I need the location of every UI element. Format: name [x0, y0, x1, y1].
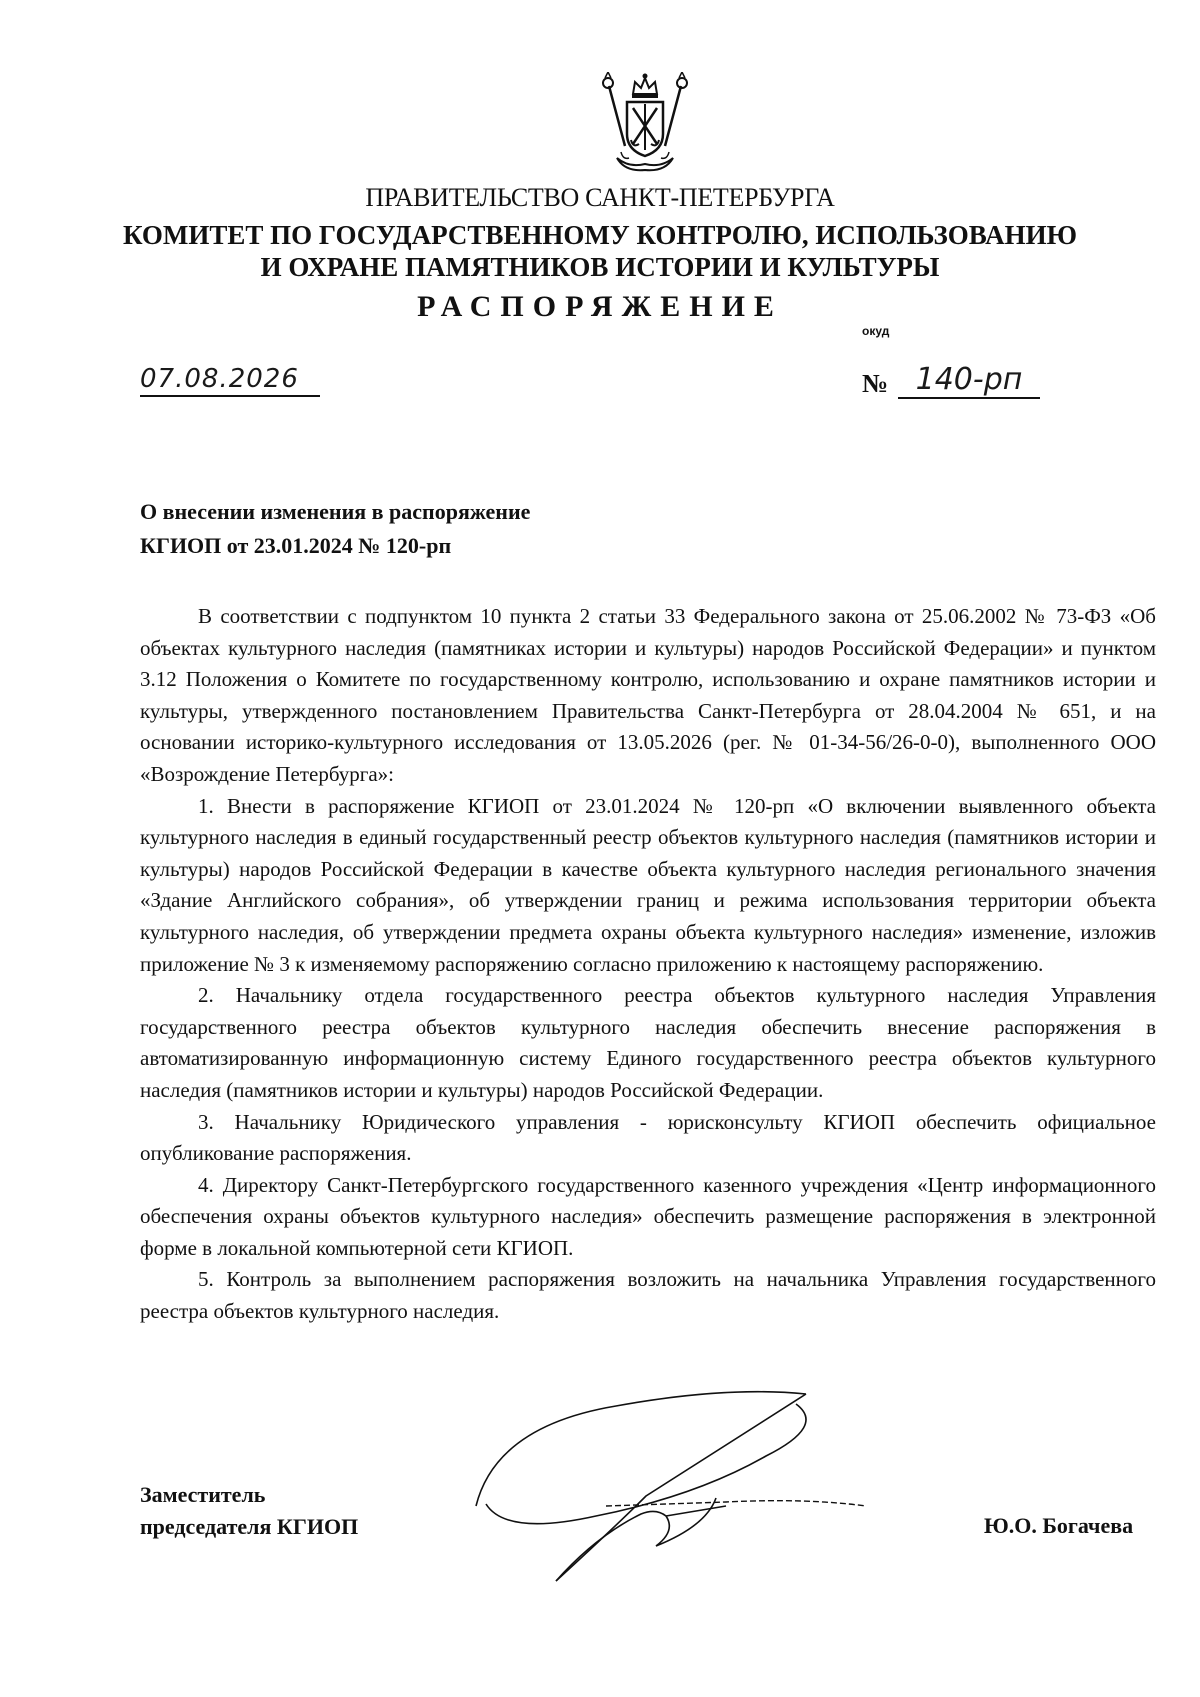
- item-2-paragraph: 2. Начальнику отдела государственного реестра объектов культурного наследия Управления государственного реестра объектов культурного наследия обеспечить внесение распоряжения в автоматизированную информационную систему Единого государственного реестра объектов культурного наследия (памятников истории и культуры) народов Российской Федерации.: [140, 983, 1156, 1102]
- signer-name: Ю.О. Богачева: [984, 1513, 1134, 1538]
- item-5-paragraph: 5. Контроль за выполнением распоряжения возложить на начальника Управления государственного реестра объектов культурного наследия.: [140, 1267, 1156, 1324]
- preamble-paragraph: В соответствии с подпунктом 10 пункта 2 статьи 33 Федерального закона от 25.06.2002 № 73-ФЗ «Об объектах культурного наследия (памятниках истории и культуры) народов Российской Федерации» и пунктом 3.12 Положения о Комитете по государственному контролю, использованию и охране памятников истории и культуры, утвержденного постановлением Правительства Санкт-Петербурга от 28.04.2004 № 651, и на основании историко-культурного исследования от 13.05.2026 (рег. № 01-34-56/26-0-0), выполненного ООО «Возрождение Петербурга»:: [140, 604, 1156, 786]
- committee-name-line2: И ОХРАНЕ ПАМЯТНИКОВ ИСТОРИИ И КУЛЬТУРЫ: [260, 252, 940, 282]
- document-number: [862, 362, 1042, 398]
- subject-line2: КГИОП от 23.01.2024 № 120-рп: [140, 533, 452, 558]
- committee-name-line1: КОМИТЕТ ПО ГОСУДАРСТВЕННОМУ КОНТРОЛЮ, ИСПОЛЬЗОВАНИЮ: [123, 220, 1077, 250]
- document-date: 07.08.2026: [140, 365, 320, 397]
- okud-label: окуд: [862, 324, 890, 338]
- handwritten-signature-icon: [466, 1386, 916, 1586]
- signer-position-line1: Заместитель: [140, 1482, 266, 1507]
- government-name: ПРАВИТЕЛЬСТВО САНКТ-ПЕТЕРБУРГА: [365, 183, 835, 212]
- document-subject: [140, 495, 530, 563]
- item-1-paragraph: 1. Внести в распоряжение КГИОП от 23.01.2024 № 120-рп «О включении выявленного объекта культурного наследия в единый государственный реестр объектов культурного наследия (памятников истории и культуры) народов Российской Федерации в качестве объекта культурного наследия регионального значения «Здание Английского собрания», об утверждении границ и режима использования территории объекта культурного наследия, об утверждении предмета охраны объекта культурного наследия» изменение, изложив приложение № 3 к изменяемому распоряжению согласно приложению к настоящему распоряжению.: [140, 793, 1156, 976]
- number-sign: №: [862, 369, 889, 398]
- signer-position: [140, 1479, 358, 1543]
- st-petersburg-coat-of-arms-icon: [599, 72, 691, 174]
- document-type: РАСПОРЯЖЕНИЕ: [417, 290, 783, 323]
- document-body: [140, 601, 1156, 1328]
- item-3-paragraph: 3. Начальнику Юридического управления - юрисконсульту КГИОП обеспечить официальное опубликование распоряжения.: [140, 1109, 1156, 1166]
- number-value: 140-рп: [898, 365, 1040, 399]
- item-4-paragraph: 4. Директору Санкт-Петербургского государственного казенного учреждения «Центр информационного обеспечения охраны объектов культурного наследия» обеспечить размещение распоряжения в электронной форме в локальной компьютерной сети КГИОП.: [140, 1172, 1156, 1260]
- signer-position-line2: председателя КГИОП: [140, 1514, 359, 1539]
- subject-line1: О внесении изменения в распоряжение: [140, 499, 531, 524]
